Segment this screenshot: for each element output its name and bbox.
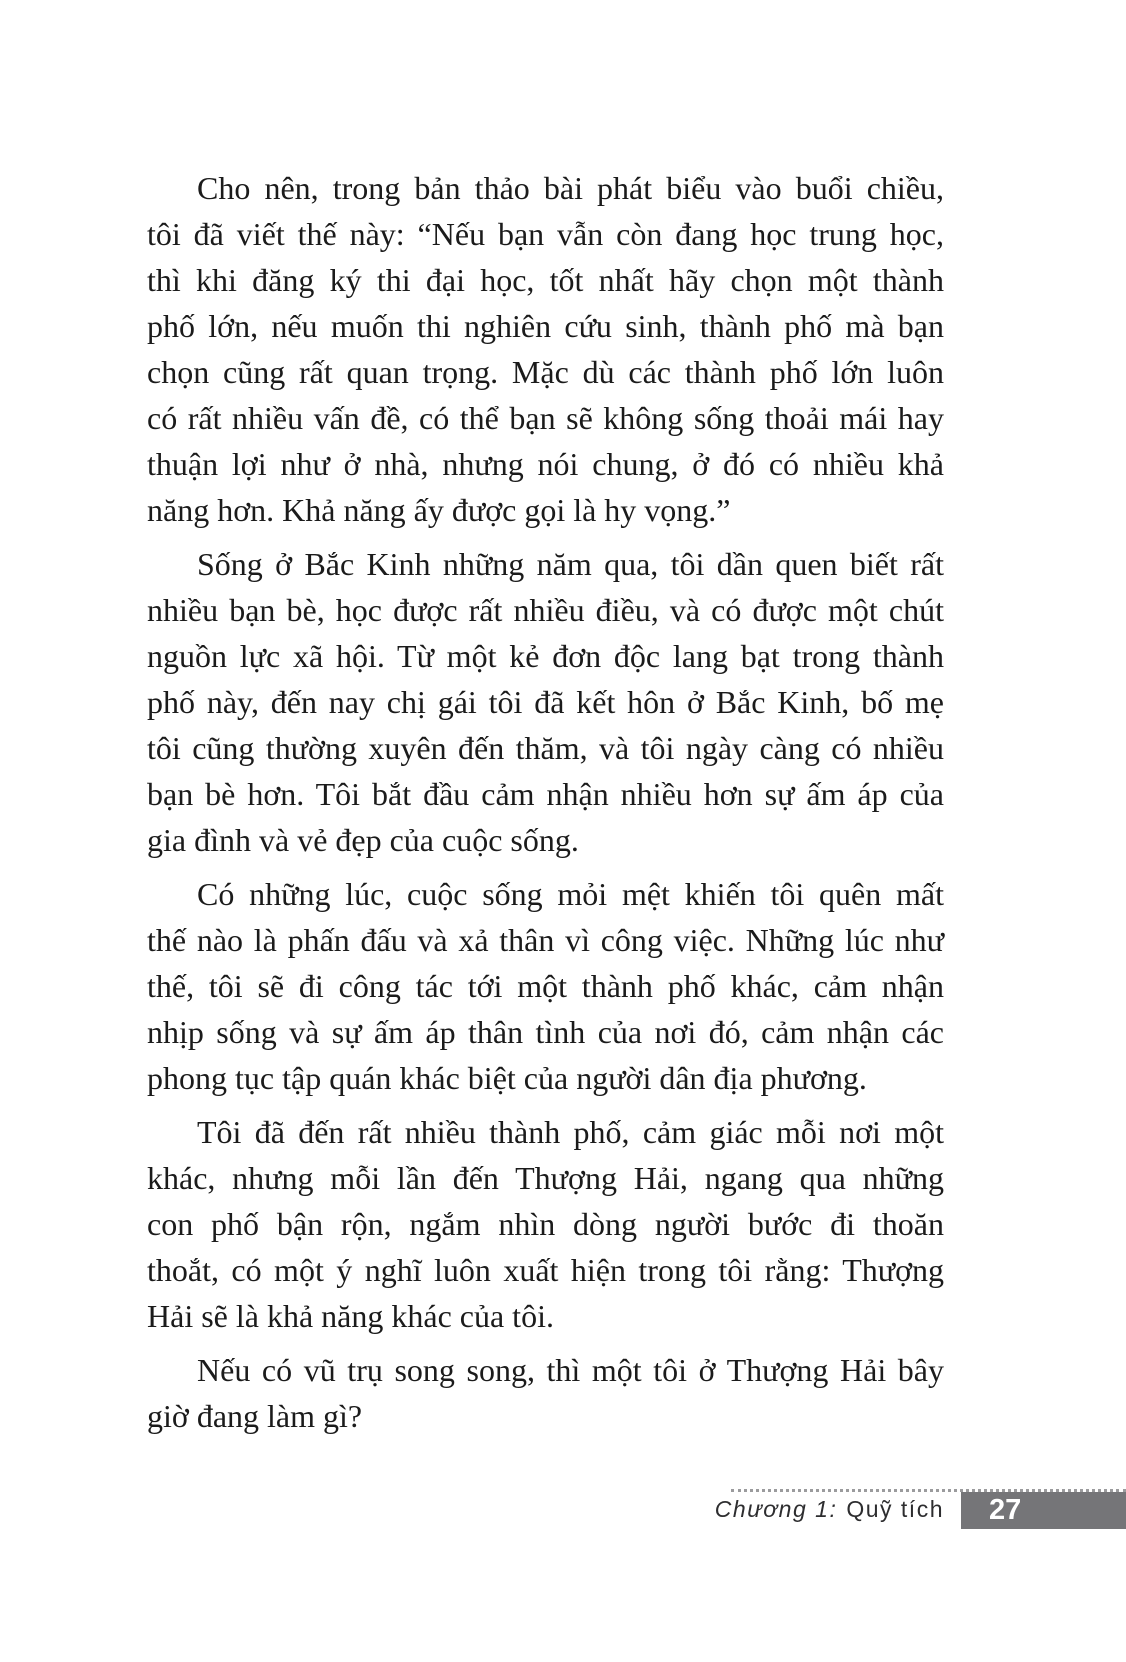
paragraph — [147, 1347, 944, 1439]
text-line: Sống ở Bắc Kinh những năm qua, tôi dần quen biết rất — [197, 546, 944, 582]
text-line: nhiều bạn bè, học được rất nhiều điều, và có được một chút — [147, 592, 944, 628]
text-line: tôi cũng thường xuyên đến thăm, và tôi ngày càng có nhiều — [147, 730, 944, 766]
text-line: thế nào là phấn đấu và xả thân vì công việc. Những lúc như — [147, 922, 944, 958]
text-line: thì khi đăng ký thi đại học, tốt nhất hãy chọn một thành — [147, 262, 944, 298]
text-line: nhịp sống và sự ấm áp thân tình của nơi đó, cảm nhận các — [147, 1014, 944, 1050]
paragraph — [147, 165, 944, 533]
text-line: năng hơn. Khả năng ấy được gọi là hy vọng.” — [147, 492, 731, 528]
text-line: Cho nên, trong bản thảo bài phát biểu vào buổi chiều, — [197, 170, 944, 206]
text-line: giờ đang làm gì? — [147, 1398, 363, 1434]
text-line: nguồn lực xã hội. Từ một kẻ đơn độc lang bạt trong thành — [147, 638, 944, 674]
text-line: thoắt, có một ý nghĩ luôn xuất hiện trong tôi rằng: Thượng — [147, 1252, 944, 1288]
text-line: con phố bận rộn, ngắm nhìn dòng người bước đi thoăn — [147, 1206, 944, 1242]
text-line: phong tục tập quán khác biệt của người dân địa phương. — [147, 1060, 867, 1096]
paragraph — [147, 541, 944, 863]
text-line: có rất nhiều vấn đề, có thể bạn sẽ không sống thoải mái hay — [147, 400, 944, 436]
chapter-footer — [715, 1496, 944, 1523]
text-line: Hải sẽ là khả năng khác của tôi. — [147, 1298, 554, 1334]
text-line: Nếu có vũ trụ song song, thì một tôi ở Thượng Hải bây — [197, 1352, 944, 1388]
text-line: thế, tôi sẽ đi công tác tới một thành phố khác, cảm nhận — [147, 968, 944, 1004]
paragraph — [147, 871, 944, 1101]
text-line: gia đình và vẻ đẹp của cuộc sống. — [147, 822, 579, 858]
chapter-title: Quỹ tích — [846, 1496, 944, 1522]
page-number-badge — [961, 1492, 1126, 1529]
chapter-label: Chương 1: — [714, 1496, 838, 1522]
text-line: Có những lúc, cuộc sống mỏi mệt khiến tôi quên mất — [197, 876, 944, 912]
text-line: phố lớn, nếu muốn thi nghiên cứu sinh, thành phố mà bạn — [147, 308, 944, 344]
text-line: bạn bè hơn. Tôi bắt đầu cảm nhận nhiều hơn sự ấm áp của — [147, 776, 944, 812]
text-line: Tôi đã đến rất nhiều thành phố, cảm giác mỗi nơi một — [197, 1114, 944, 1150]
text-line: chọn cũng rất quan trọng. Mặc dù các thành phố lớn luôn — [147, 354, 944, 390]
text-line: tôi đã viết thế này: “Nếu bạn vẫn còn đang học trung học, — [147, 216, 944, 252]
text-line: phố này, đến nay chị gái tôi đã kết hôn ở Bắc Kinh, bố mẹ — [147, 684, 944, 720]
page-number: 27 — [989, 1494, 1022, 1526]
paragraph — [147, 1109, 944, 1339]
body-text — [147, 165, 944, 1447]
text-line: thuận lợi như ở nhà, nhưng nói chung, ở đó có nhiều khả — [147, 446, 944, 482]
text-line: khác, nhưng mỗi lần đến Thượng Hải, ngang qua những — [147, 1160, 944, 1196]
